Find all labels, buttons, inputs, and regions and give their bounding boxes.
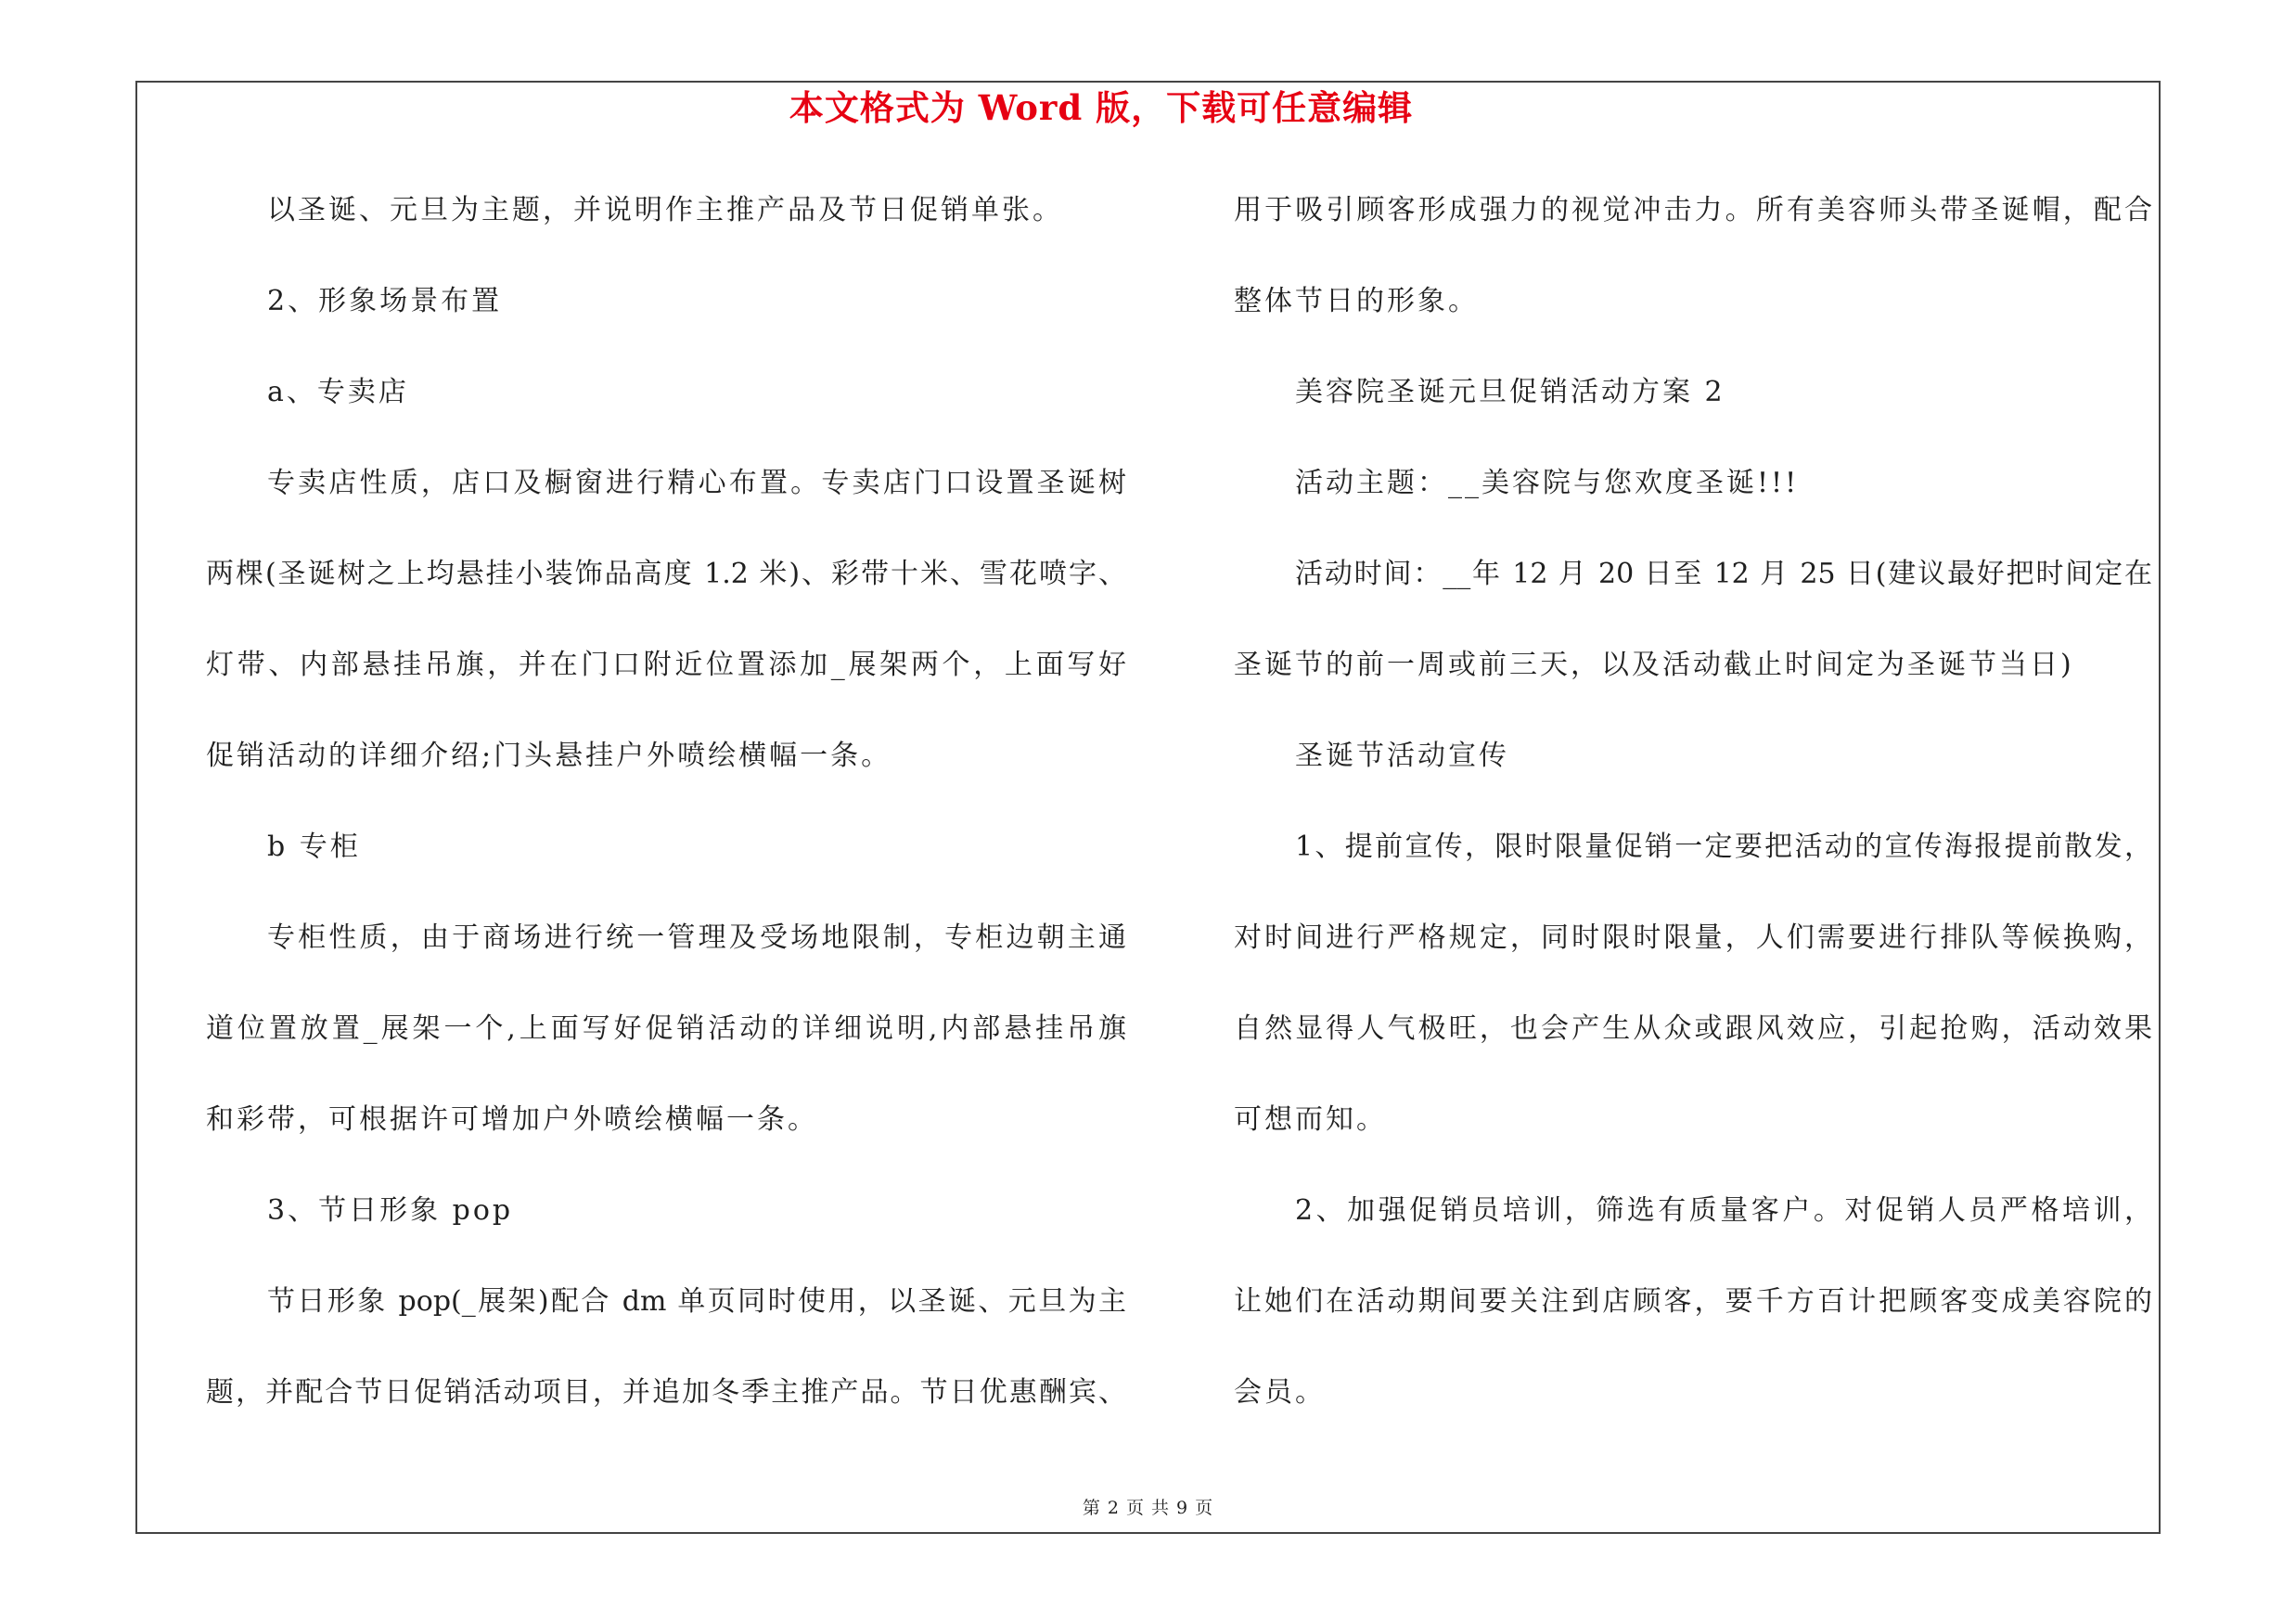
text-line: 以圣诞、元旦为主题，并说明作主推产品及节日促销单张。: [267, 194, 1063, 226]
text-line: 活动主题：__美容院与您欢度圣诞!!!: [1295, 467, 1800, 499]
text-line: 两棵(圣诞树之上均悬挂小装饰品高度 1.2 米)、彩带十米、雪花喷字、: [206, 558, 1126, 590]
text-line: 会员。: [1234, 1376, 1326, 1409]
text-line: 对时间进行严格规定，同时限时限量，人们需要进行排队等候换购，: [1234, 921, 2152, 954]
text-line: a、专卖店: [267, 376, 409, 408]
text-line: b 专柜: [267, 831, 361, 863]
text-line: 节日形象 pop(_展架)配合 dm 单页同时使用，以圣诞、元旦为主: [267, 1285, 1126, 1318]
text-line: 可想而知。: [1234, 1103, 1387, 1136]
text-line: 自然显得人气极旺，也会产生从众或跟风效应，引起抢购，活动效果: [1234, 1012, 2152, 1045]
text-line: 道位置放置_展架一个,上面写好促销活动的详细说明,内部悬挂吊旗: [206, 1012, 1126, 1045]
section-heading: [206, 1166, 1126, 1256]
text-line: 2、形象场景布置: [267, 285, 503, 317]
page-indicator: 第 2 页 共 9 页: [1082, 1498, 1214, 1518]
text-line: 2、加强促销员培训，筛选有质量客户。对促销人员严格培训，: [1295, 1194, 2152, 1227]
text-line: 用于吸引顾客形成强力的视觉冲击力。所有美容师头带圣诞帽，配合: [1234, 194, 2152, 226]
paragraph: [1234, 1166, 2152, 1438]
activity-theme: [1234, 438, 2152, 529]
plan-title: [1234, 347, 2152, 438]
section-heading: [1234, 711, 2152, 802]
text-line: 美容院圣诞元旦促销活动方案 2: [1295, 376, 1725, 408]
text-line: 题，并配合节日促销活动项目，并追加冬季主推产品。节日优惠酬宾、: [206, 1376, 1126, 1409]
subsection-heading: [206, 802, 1126, 893]
text-line: 活动时间：__年 12 月 20 日至 12 月 25 日(建议最好把时间定在: [1295, 558, 2152, 590]
text-line: 3、节日形象 pop: [267, 1194, 514, 1227]
paragraph: [206, 893, 1126, 1166]
subsection-heading: [206, 347, 1126, 438]
text-line: 专卖店性质，店口及橱窗进行精心布置。专卖店门口设置圣诞树: [267, 467, 1126, 499]
text-line: 促销活动的详细介绍;门头悬挂户外喷绘横幅一条。: [206, 740, 892, 772]
text-line: 灯带、内部悬挂吊旗，并在门口附近位置添加_展架两个，上面写好: [206, 649, 1126, 681]
paragraph: [206, 1256, 1126, 1438]
paragraph: [206, 165, 1126, 256]
section-heading: [206, 256, 1126, 347]
text-line: 圣诞节的前一周或前三天，以及活动截止时间定为圣诞节当日): [1234, 649, 2074, 681]
activity-time: [1234, 529, 2152, 711]
text-line: 专柜性质，由于商场进行统一管理及受场地限制，专柜边朝主通: [267, 921, 1126, 954]
paragraph: [1234, 802, 2152, 1166]
text-line: 让她们在活动期间要关注到店顾客，要千方百计把顾客变成美容院的: [1234, 1285, 2152, 1318]
text-line: 圣诞节活动宣传: [1295, 740, 1509, 772]
text-line: 1、提前宣传，限时限量促销一定要把活动的宣传海报提前散发，: [1295, 831, 2152, 863]
text-line: 和彩带，可根据许可增加户外喷绘横幅一条。: [206, 1103, 818, 1136]
right-column: [1234, 165, 2152, 1438]
paragraph-continuation: [1234, 165, 2152, 347]
format-notice: 本文格式为 Word 版，下载可任意编辑: [789, 87, 1414, 128]
text-line: 整体节日的形象。: [1234, 285, 1479, 317]
paragraph: [206, 438, 1126, 802]
left-column: [206, 165, 1126, 1438]
